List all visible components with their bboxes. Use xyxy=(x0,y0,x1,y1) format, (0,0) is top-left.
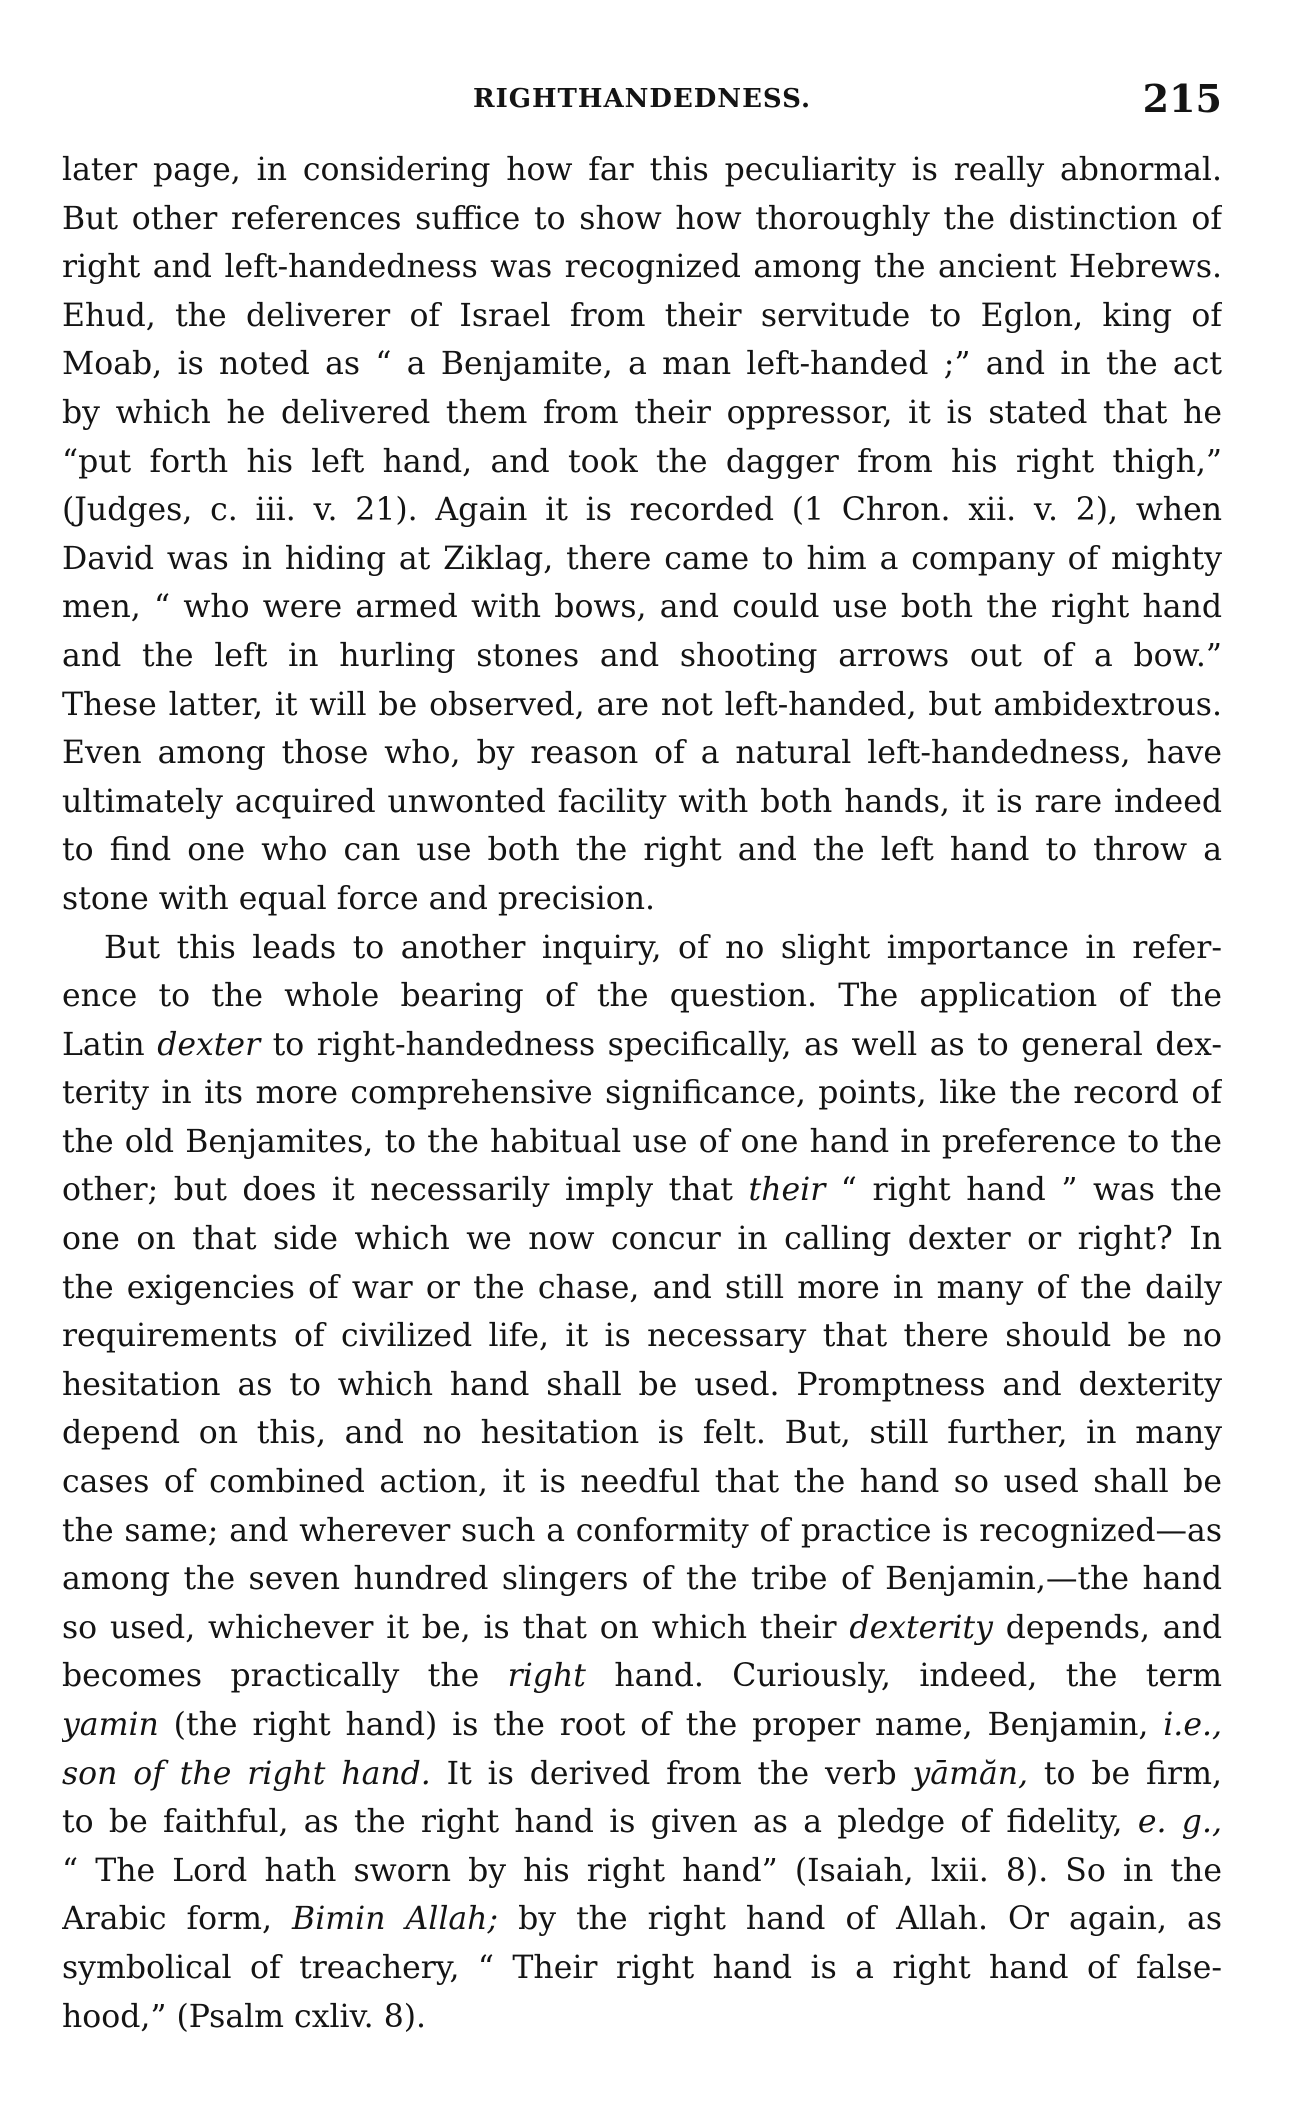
text-run: other; but does it necessarily imply that xyxy=(62,1172,749,1209)
text-line: terity in its more comprehensive significance, points, like the record of xyxy=(62,1075,1222,1112)
paragraph-2 xyxy=(62,924,1222,2042)
text-line xyxy=(62,1750,1222,1799)
italic-text: i.e., xyxy=(1163,1707,1222,1743)
text-line: to find one who can use both the right and the left hand to throw a xyxy=(62,832,1222,869)
text-line: But other references suffice to show how thoroughly the distinction of xyxy=(62,200,1222,237)
text-run: “ right hand ” was the xyxy=(825,1172,1222,1209)
text-line: men, “ who were armed with bows, and could use both the right hand xyxy=(62,589,1222,626)
text-line: the exigencies of war or the chase, and still more in many of the daily xyxy=(62,1269,1222,1306)
text-run: (the right hand) is the root of the proper name, Benjamin, xyxy=(158,1707,1164,1743)
italic-text: right xyxy=(507,1658,586,1695)
text-line: later page, in considering how far this peculiarity is really abnormal. xyxy=(62,152,1222,188)
text-line: Moab, is noted as “ a Benjamite, a man left-handed ;” and in the act xyxy=(62,346,1222,383)
text-run: It is derived from the verb xyxy=(430,1755,913,1792)
text-line: Even among those who, by reason of a natural left-handedness, have xyxy=(62,735,1222,772)
italic-text: e. g., xyxy=(1137,1804,1222,1841)
text-line: cases of combined action, it is needful that the hand so used shall be xyxy=(62,1464,1222,1501)
text-line: “put forth his left hand, and took the dagger from his right thigh,” xyxy=(62,443,1222,480)
text-line: among the seven hundred slingers of the tribe of Benjamin,—the hand xyxy=(62,1561,1222,1598)
italic-text: dexter xyxy=(157,1026,261,1063)
text-run: becomes practically the xyxy=(62,1658,508,1695)
italic-text: Bimin Allah; xyxy=(292,1901,499,1938)
italic-text: their xyxy=(748,1172,826,1209)
paragraph-1 xyxy=(62,146,1222,924)
text-line: David was in hiding at Ziklag, there came to him a company of mighty xyxy=(62,540,1222,577)
text-line xyxy=(62,1701,1222,1750)
text-line xyxy=(62,1652,1222,1701)
italic-text: yāmăn, xyxy=(912,1755,1029,1792)
text-line: Ehud, the deliverer of Israel from their servitude to Eglon, king of xyxy=(62,297,1222,334)
text-line: hood,” (Psalm cxliv. 8). xyxy=(62,1998,427,2035)
text-line: the same; and wherever such a conformity of practice is recognized—as xyxy=(62,1512,1222,1549)
text-line: But this leads to another inquiry, of no slight importance in refer- xyxy=(104,929,1222,966)
text-line xyxy=(62,1895,1222,1944)
text-line: (Judges, c. iii. v. 21). Again it is recorded (1 Chron. xii. v. 2), when xyxy=(62,492,1222,529)
book-page xyxy=(62,76,1222,2041)
text-line: requirements of civilized life, it is necessary that there should be no xyxy=(62,1318,1222,1355)
text-line xyxy=(62,1021,1222,1070)
text-run: to be firm, xyxy=(1028,1755,1222,1792)
text-line: one on that side which we now concur in calling dexter or right? In xyxy=(62,1221,1222,1258)
text-run: to be faithful, as the right hand is given as a pledge of fidelity, xyxy=(62,1804,1138,1841)
text-run: depends, and xyxy=(992,1609,1222,1646)
page-number: 215 xyxy=(1142,76,1222,121)
text-line: by which he delivered them from their oppressor, it is stated that he xyxy=(62,394,1222,431)
text-run: to right-handedness specifically, as well as to general dex- xyxy=(260,1026,1222,1063)
text-run: Latin xyxy=(62,1026,158,1063)
text-line: “ The Lord hath sworn by his right hand” (Isaiah, lxii. 8). So in the xyxy=(62,1852,1222,1889)
text-line: right and left-handedness was recognized among the ancient Hebrews. xyxy=(62,249,1222,286)
text-line: These latter, it will be observed, are not left-handed, but ambidextrous. xyxy=(62,686,1222,723)
italic-text: dexterity xyxy=(849,1609,993,1646)
text-line: depend on this, and no hesitation is felt. But, still further, in many xyxy=(62,1415,1222,1452)
text-line: and the left in hurling stones and shooting arrows out of a bow.” xyxy=(62,637,1222,674)
text-run: Arabic form, xyxy=(62,1901,293,1938)
running-head: RIGHTHANDEDNESS. xyxy=(473,84,811,114)
text-run: by the right hand of Allah. Or again, as xyxy=(498,1901,1222,1938)
page-header xyxy=(62,76,1222,132)
text-line: ultimately acquired unwonted facility with both hands, it is rare indeed xyxy=(62,783,1222,820)
text-line xyxy=(62,1166,1222,1215)
text-line: hesitation as to which hand shall be used. Promptness and dexterity xyxy=(62,1366,1222,1403)
text-line xyxy=(62,1798,1222,1847)
text-line: symbolical of treachery, “ Their right hand is a right hand of false- xyxy=(62,1949,1222,1986)
italic-text: son of the right hand. xyxy=(62,1755,431,1792)
text-line: stone with equal force and precision. xyxy=(62,880,655,917)
italic-text: yamin xyxy=(62,1707,159,1743)
text-line: the old Benjamites, to the habitual use of one hand in preference to the xyxy=(62,1123,1222,1160)
text-run: hand. Curiously, indeed, the term xyxy=(585,1658,1222,1695)
text-line xyxy=(62,1604,1222,1653)
text-run: so used, whichever it be, is that on which their xyxy=(62,1609,850,1646)
text-line: ence to the whole bearing of the question. The application of the xyxy=(62,978,1222,1015)
